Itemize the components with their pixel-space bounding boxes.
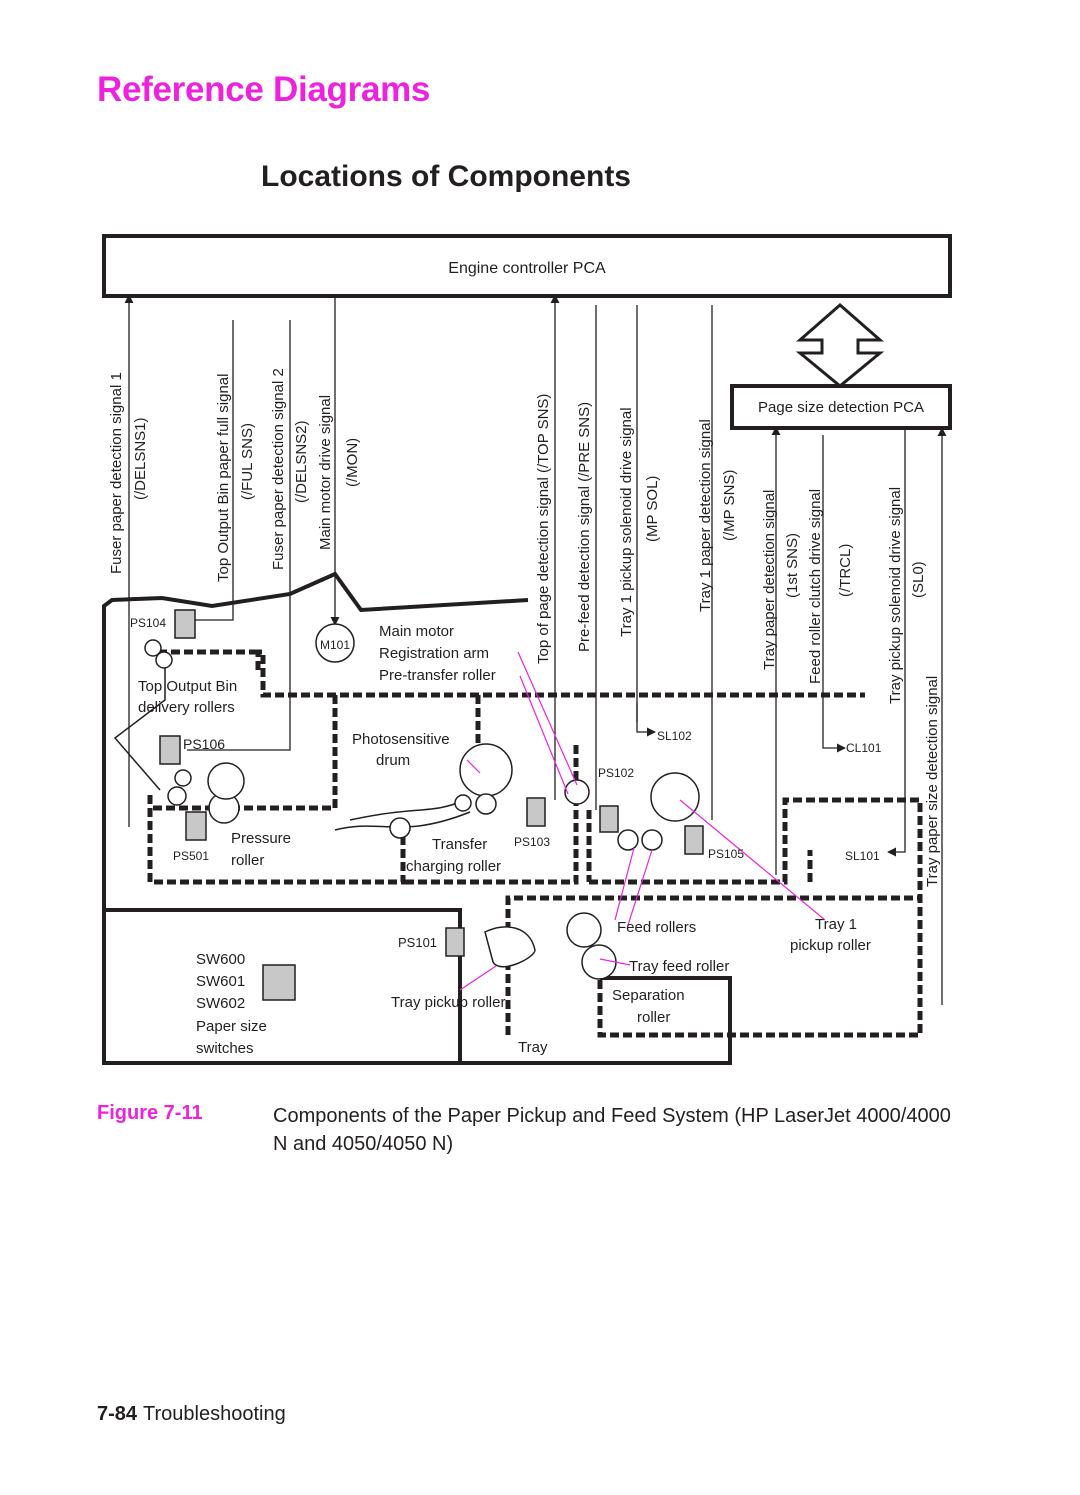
paper-size-switch [263,965,295,1000]
signal-label-mon: Main motor drive signal [317,394,334,550]
signal-code-delsns1: (/DELSNS1) [132,417,149,500]
ps106-sensor [160,736,180,764]
label-registration-arm: Registration arm [379,645,490,662]
label-sw600: SW600 [196,951,246,968]
signal-code-1stsns: (1st SNS) [784,532,801,598]
label-ps106: PS106 [183,736,226,752]
figure-caption: Components of the Paper Pickup and Feed System (HP LaserJet 4000/4000 N and 4050/4050 N) [273,1105,951,1155]
label-drum: drum [376,752,411,769]
label-tray-feed-roller: Tray feed roller [629,958,730,975]
engine-controller-pca [104,236,950,296]
label-m101: M101 [320,638,351,652]
signal-code-delsns2: (/DELSNS2) [293,420,310,503]
label-separation: Separation [612,987,685,1004]
signal-code-mon: (/MON) [344,437,361,487]
label-top-output-bin: Top Output Bin [138,678,238,695]
signal-label-fulsns: Top Output Bin paper full signal [215,373,232,582]
signal-label-delsns1: Fuser paper detection signal 1 [108,372,125,574]
section-name: Troubleshooting [143,1403,286,1425]
bidirectional-arrow-icon [800,305,880,386]
label-roller: roller [231,852,265,869]
page-number: 7-84 [97,1403,138,1425]
label-sl101: SL101 [845,849,880,863]
label-sw601: SW601 [196,973,246,990]
engine-controller-label: Engine controller PCA [448,260,606,277]
label-pressure: Pressure [231,830,292,847]
label-switches: switches [196,1040,254,1057]
label-feed-rollers: Feed rollers [617,919,697,936]
label-ps101: PS101 [398,935,438,950]
label-sw602: SW602 [196,995,246,1012]
label-pre-transfer-roller: Pre-transfer roller [379,667,496,684]
signal-label-mpsol: Tray 1 pickup solenoid drive signal [618,407,635,637]
label-ps103: PS103 [514,835,551,849]
section-title: Locations of Components [261,160,631,193]
label-tray1: Tray 1 [815,916,857,933]
label-ps105: PS105 [708,847,745,861]
label-ps104: PS104 [130,616,167,630]
page-size-pca-label: Page size detection PCA [758,399,924,416]
ps105-sensor [685,826,703,854]
label-ps501: PS501 [173,849,210,863]
label-cl101: CL101 [846,741,882,755]
label-tray: Tray [518,1039,548,1056]
signal-code-mpsol: (MP SOL) [644,475,661,542]
signal-label-tray-size: Tray paper size detection signal [924,675,941,887]
ps102-sensor [600,806,618,832]
signal-code-fulsns: (/FUL SNS) [239,423,256,500]
label-ps102: PS102 [598,766,635,780]
label-delivery-rollers: delivery rollers [138,699,235,716]
ps101-sensor [446,928,464,956]
signal-code-sl0: (SL0) [910,561,927,598]
label-photosensitive: Photosensitive [352,731,450,748]
signal-label-1stsns: Tray paper detection signal [761,489,778,670]
label-paper-size: Paper size [196,1018,267,1035]
label-sl102: SL102 [657,729,692,743]
signal-label-sl0: Tray pickup solenoid drive signal [887,486,904,704]
signal-label-trcl: Feed roller clutch drive signal [807,488,824,684]
page-footer [97,1403,286,1426]
signal-label-topsns: Top of page detection signal (/TOP SNS) [535,393,552,664]
page-title: Reference Diagrams [97,70,431,109]
signal-label-presns: Pre-feed detection signal (/PRE SNS) [576,401,593,652]
label-separation-roller: roller [637,1009,671,1026]
ps104-sensor [175,610,195,638]
label-tray-pickup-roller: Tray pickup roller [391,994,506,1011]
figure-label: Figure 7-11 [97,1102,203,1124]
label-charging-roller: charging roller [406,858,502,875]
signal-code-trcl: (/TRCL) [837,543,854,597]
label-transfer: Transfer [432,836,488,853]
label-pickup-roller: pickup roller [790,937,871,954]
signal-code-mpsns: (/MP SNS) [721,469,738,541]
page-size-detection-pca [732,386,950,428]
label-main-motor: Main motor [379,623,455,640]
signal-label-mpsns: Tray 1 paper detection signal [697,419,714,612]
signal-label-delsns2: Fuser paper detection signal 2 [270,368,287,570]
ps501-sensor [186,812,206,840]
ps103-sensor [527,798,545,826]
